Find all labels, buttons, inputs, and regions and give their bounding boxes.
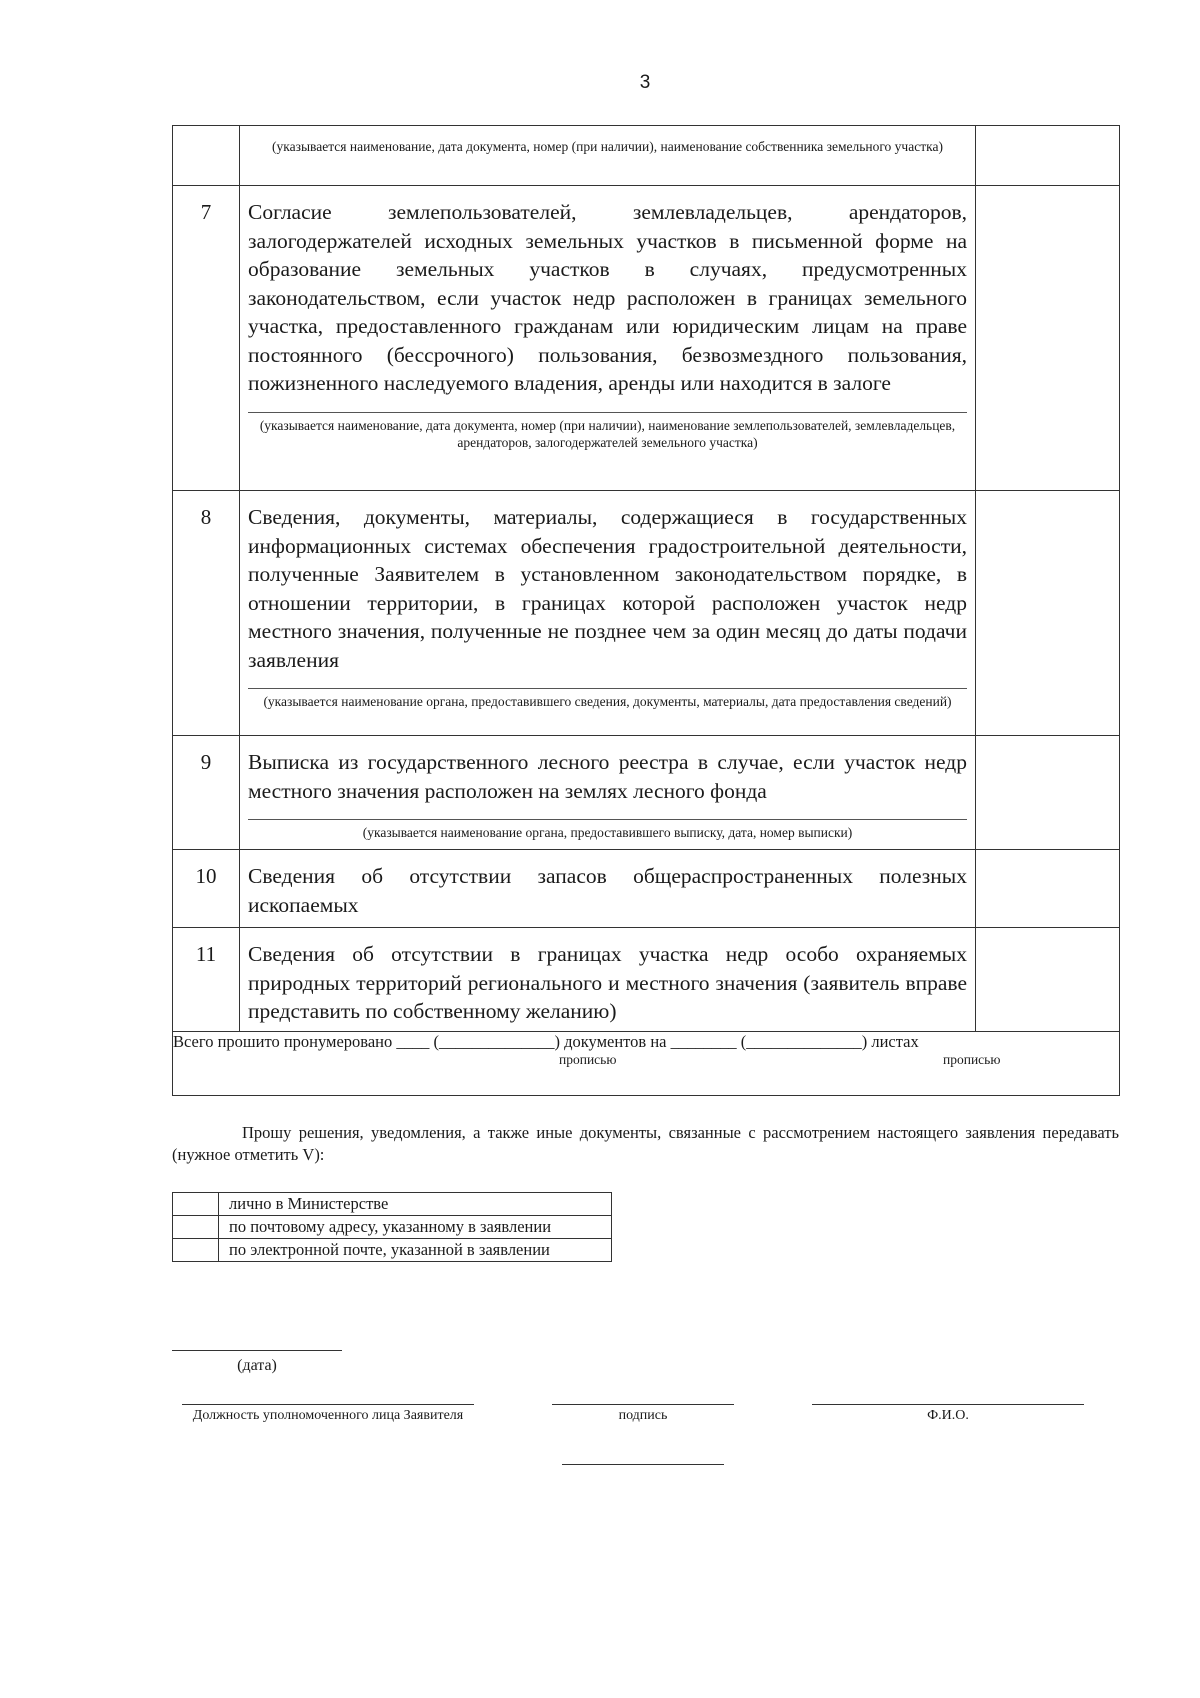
row-note: (указывается наименование, дата документа, номер (при наличии), наименование землепользователей, землевладельцев, арендаторов, залогодержателей земельного участка) [248,412,967,457]
option-label: лично в Министерстве [219,1193,612,1216]
table-row [173,928,1120,1032]
date-line [172,1350,342,1351]
option-checkbox-cell[interactable] [173,1216,219,1239]
mark-cell[interactable] [976,186,1120,491]
seal-line [562,1464,724,1465]
delivery-option [173,1239,612,1262]
document-description: Согласие землепользователей, землевладельцев, арендаторов, залогодержателей исходных земельных участков в письменной форме на образование земельных участков в случаях, предусмотренных законодательством, если участок недр расположен в границах земельного участка, предоставленного гражданам или юридическим лицам на праве постоянного (бессрочного) пользования, безвозмездного пользования, пожизненного наследуемого владения, аренды или находится в залоге [248,200,967,395]
mark-cell[interactable] [976,850,1120,928]
position-caption: Должность уполномоченного лица Заявителя [192,1408,464,1423]
row-number: 11 [173,928,240,1032]
document-cell [240,850,976,928]
document-cell [240,736,976,850]
document-cell [240,491,976,736]
table-row [173,186,1120,491]
mark-cell[interactable] [976,126,1120,186]
documents-table [172,125,1120,1096]
row-note: (указывается наименование органа, предоставившего сведения, документы, материалы, дата предоставления сведений) [248,688,967,716]
document-cell [240,928,976,1032]
option-checkbox-cell[interactable] [173,1239,219,1262]
row-number: 9 [173,736,240,850]
mark-cell[interactable] [976,491,1120,736]
table-row [173,850,1120,928]
signature-caption: подпись [618,1408,668,1423]
total-text: Всего прошито пронумеровано ____ (______________) документов на ________ (______________) листах [173,1032,919,1051]
document-description: Сведения об отсутствии запасов общераспространенных полезных ископаемых [248,864,967,917]
option-label: по почтовому адресу, указанному в заявлении [219,1216,612,1239]
position-line [182,1404,474,1405]
total-row [173,1032,1120,1096]
page-number: 3 [639,72,651,93]
row-note: (указывается наименование, дата документа, номер (при наличии), наименование собственника земельного участка) [272,139,943,154]
date-caption: (дата) [237,1357,277,1374]
table-row [173,491,1120,736]
option-checkbox-cell[interactable] [173,1193,219,1216]
in-words-caption: прописью [943,1052,1001,1067]
document-cell [240,126,976,186]
in-words-caption: прописью [559,1052,617,1067]
mark-cell[interactable] [976,928,1120,1032]
delivery-option [173,1193,612,1216]
document-description: Выписка из государственного лесного реестра в случае, если участок недр местного значения расположен на землях лесного фонда [248,750,967,803]
row-number: 10 [173,850,240,928]
document-description: Сведения об отсутствии в границах участка недр особо охраняемых природных территорий регионального и местного значения (заявитель вправе представить по собственному желанию) [248,942,967,1023]
delivery-options-table [172,1192,612,1262]
name-line [812,1404,1084,1405]
row-number: 7 [173,186,240,491]
delivery-option [173,1216,612,1239]
table-row [173,126,1120,186]
row-number: 8 [173,491,240,736]
document-description: Сведения, документы, материалы, содержащиеся в государственных информационных системах обеспечения градостроительной деятельности, полученные Заявителем в установленном законодательством порядке, в отношении территории, в границах которой расположен участок недр местного значения, полученные не позднее чем за один месяц до даты подачи заявления [248,505,967,672]
table-row [173,736,1120,850]
option-label: по электронной почте, указанной в заявлении [219,1239,612,1262]
row-number-cell [173,126,240,186]
signature-line [552,1404,734,1405]
mark-cell[interactable] [976,736,1120,850]
request-paragraph: Прошу решения, уведомления, а также иные документы, связанные с рассмотрением настоящего заявления передавать (нужное отметить V): [172,1123,1119,1164]
name-caption: Ф.И.О. [927,1408,969,1423]
row-note: (указывается наименование органа, предоставившего выписку, дата, номер выписки) [248,819,967,847]
document-cell [240,186,976,491]
total-cell [173,1032,1120,1096]
